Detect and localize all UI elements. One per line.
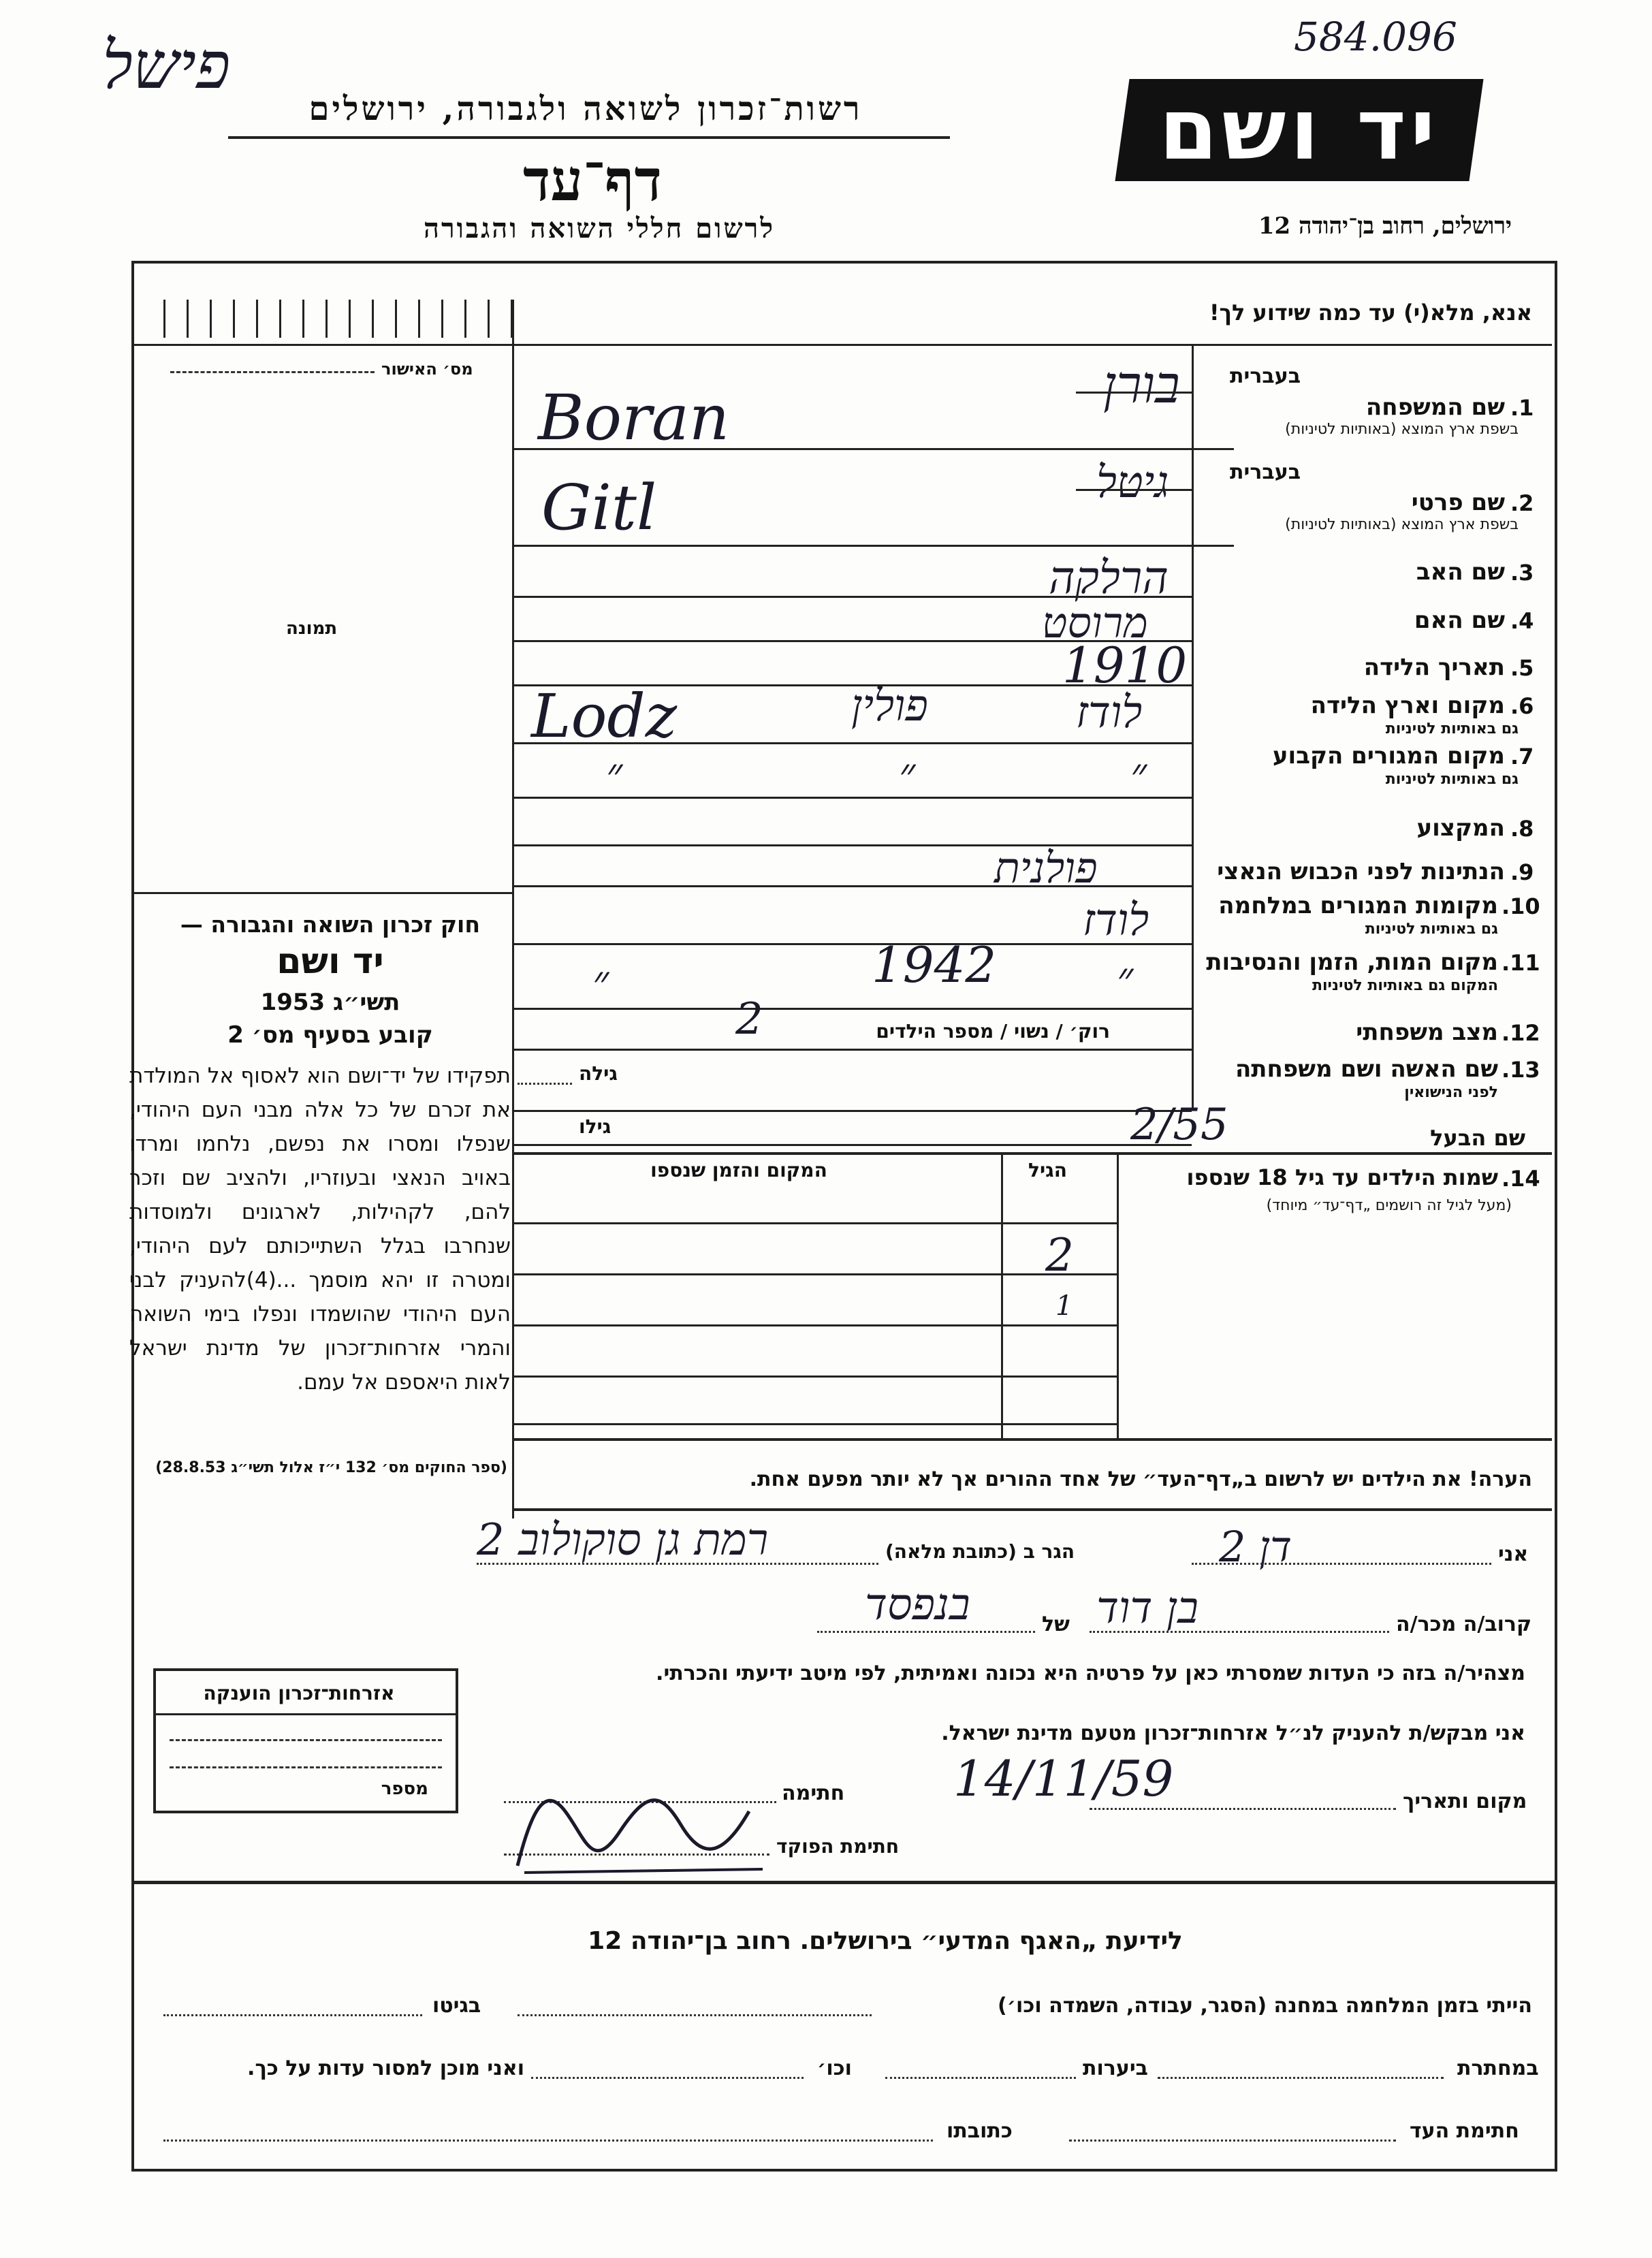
footer-line-2-a: במחתרת	[1457, 2056, 1539, 2080]
field-13-label: שם האשה ושם משפחתה	[1235, 1055, 1498, 1083]
field-2-sub: בשפת ארץ המוצא (באותיות לטיניות)	[1285, 516, 1519, 533]
field-1-sub: בשפת ארץ המוצא (באותיות לטיניות)	[1285, 421, 1519, 438]
field-6-value-latin: Lodz	[531, 681, 678, 751]
photo-label: תמונה	[286, 618, 338, 639]
field-3-label: שם האב	[1416, 558, 1505, 586]
field-12-value: 2	[735, 994, 763, 1045]
place-date-line	[1090, 1808, 1396, 1810]
field-6-line	[512, 742, 1192, 744]
field-7-ditto-1: ״	[1130, 749, 1147, 799]
footer-line-2-blank-2	[885, 2077, 1076, 2079]
footer-line-1-end: בגיטו	[432, 1994, 481, 2018]
field-1-hebrew-line	[1076, 392, 1192, 394]
field-12-line	[512, 1049, 1192, 1051]
archive-number: 584.096	[1294, 14, 1457, 60]
declaration-ani-value: דן 2	[1219, 1522, 1292, 1572]
approval-number-label: מס׳ האישור	[381, 360, 473, 379]
declaration-of-label: של	[1042, 1612, 1070, 1636]
footer-line-2-c: וכו׳	[817, 2056, 852, 2080]
handwritten-signature	[504, 1770, 776, 1879]
instruction: אנא, מלא(י) עד כמה שידוע לך!	[1209, 300, 1532, 325]
field-9-label: הנתינות לפני הכבוש הנאצי	[1217, 858, 1505, 885]
field-2-hebrew-line	[1076, 489, 1192, 491]
field-12-text: רוק׳ / נשוי / מספר הילדים	[876, 1020, 1110, 1043]
footer-line-1-blank-2	[163, 2014, 422, 2016]
field-7-line	[512, 797, 1192, 799]
declaration-relative-label: קרוב/ה מכר/ה	[1396, 1612, 1532, 1636]
field-1-value-latin: Boran	[538, 381, 730, 454]
declaration-resident-line	[477, 1563, 878, 1565]
stamp-box	[153, 1668, 458, 1813]
handwritten-name: פישל	[102, 27, 231, 104]
field-2-value-latin: Gitl	[541, 471, 657, 544]
field-7-sub: גם באותיות לטיניות	[1385, 771, 1519, 788]
field-14-label: שמות הילדים עד גיל 18 שנספו	[1186, 1164, 1498, 1190]
field-6-value-country: פולין	[851, 681, 928, 731]
institution-name: רשות־זכרון לשואה ולגבורה, ירושלים	[308, 90, 863, 128]
field-7-ditto-2: ״	[899, 749, 916, 799]
stamp-box-number-label: מספר	[381, 1779, 428, 1799]
field-6-label: מקום וארץ הלידה	[1310, 692, 1505, 719]
main-bottom-line	[131, 1881, 1555, 1884]
field-9-number: 9.	[1510, 859, 1534, 885]
declaration-of-value: בנפסד	[865, 1580, 970, 1630]
field-5-label: תאריך הלידה	[1363, 654, 1505, 681]
law-year: תשי״ג 1953	[260, 989, 400, 1016]
footer-line-1-blank	[518, 2014, 872, 2016]
declaration-relative-value: בן דוד	[1096, 1583, 1198, 1634]
law-name: יד ושם	[276, 941, 384, 982]
law-body: תפקידו של יד־ושם הוא לאסוף אל המולדת את זכרם של כל אלה מבני העם היהודי, שנפלו ומסרו את נפשם, נלחמו ומרדו באויב הנאצי ובעוזריו, ולהציב שם וזכר להם, לקהילות, לארגונים ולמוסדות שנחרבו בגלל השתייכותם לעם היהודי, ומטרה זו יהא מוסמך ...(4)להעניק לבני העם היהודי שהושמדו ונפלו בימי השואה והמרי אזרחות־זכרון של מדינת ישראל לאות היאספם אל עמם.	[129, 1064, 511, 1395]
field-10-label: מקומות המגורים במלחמה	[1218, 892, 1498, 919]
declaration-of-line	[817, 1631, 1035, 1633]
field-13-line	[512, 1110, 1192, 1112]
stamp-box-line-2	[170, 1766, 442, 1768]
photo-column-right	[512, 300, 514, 1518]
field-8-label: המקצוע	[1416, 814, 1505, 842]
field-5-number: 5.	[1510, 655, 1534, 681]
field-6-sub: גם באותיות לטיניות	[1385, 720, 1519, 737]
photo-tick-box	[163, 300, 512, 338]
field-7-label: מקום המגורים הקבוע	[1272, 742, 1505, 769]
field-3-value: הרלקה	[1049, 552, 1169, 604]
husband-value: 2/55	[1130, 1100, 1228, 1150]
field-4-value: מרוסט	[1042, 598, 1148, 648]
instruction-underline	[512, 344, 1552, 346]
footer-title: לידיעת „האגף המדעי״ בירושלים. רחוב בן־יהודה 12	[588, 1927, 1183, 1955]
field-13-number: 13.	[1502, 1057, 1540, 1083]
child-1-age: 2	[1045, 1229, 1074, 1282]
children-age-header: הגיל	[1028, 1159, 1067, 1181]
section-14-top	[512, 1152, 1552, 1155]
field-11-line	[512, 1008, 1192, 1010]
children-col-divider-1	[1117, 1152, 1119, 1438]
footer-line-3-b: כתובתו	[947, 2119, 1013, 2143]
husband-line	[512, 1144, 1192, 1146]
children-place-header: המקום והזמן שנספו	[650, 1159, 827, 1181]
field-9-line	[512, 885, 1192, 887]
husband-label: שם הבעל	[1430, 1125, 1525, 1151]
note-bottom-line	[512, 1508, 1552, 1511]
stamp-box-title: אזרחות־זכרון הוענקה	[203, 1682, 395, 1704]
field-11-number: 11.	[1502, 950, 1540, 976]
footer-line-1: הייתי בזמן המלחמה במחנה (הסגר, עבודה, השמדה וכו׳)	[998, 1994, 1532, 2018]
declaration-request: אני מבקש/ת להעניק לנ״ל אזרחות־זכרון מטעם מדינת ישראל.	[941, 1721, 1525, 1745]
field-5-value: 1910	[1062, 637, 1188, 694]
footer-line-3-blank-1	[1069, 2140, 1396, 2142]
field-2-line	[512, 545, 1234, 547]
field-11-ditto-2: ״	[592, 957, 609, 1007]
children-col-divider-2	[1001, 1152, 1003, 1438]
declaration-resident-value: רמת גן סוקולוב 2	[477, 1515, 769, 1565]
field-10-line	[512, 943, 1192, 945]
field-11-value: 1942	[872, 936, 997, 993]
field-3-number: 3.	[1510, 560, 1534, 586]
field-7-ditto-3: ״	[606, 749, 623, 799]
signature-label: חתימה	[782, 1781, 845, 1805]
logo-text: יד ושם	[1159, 81, 1440, 179]
children-row-1	[512, 1273, 1117, 1275]
declaration-ani-line	[1192, 1563, 1491, 1565]
field-8-number: 8.	[1510, 816, 1534, 842]
footer-line-3-a: חתימת העד	[1410, 2119, 1519, 2143]
stamp-box-title-line	[156, 1713, 456, 1715]
field-6-value-city: לודז	[1076, 688, 1143, 738]
inspector-signature-label: חתימת הפוקד	[776, 1835, 900, 1858]
address: ירושלים, רחוב בן־יהודה 12	[1258, 212, 1512, 240]
field-1-number: 1.	[1510, 395, 1534, 421]
field-4-label: שם האם	[1414, 607, 1505, 634]
field-2-number: 2.	[1510, 490, 1534, 516]
note-text: הערה! את הילדים יש לרשום ב„דף־העד״ של אחד ההורים אך לא יותר מפעם אחת.	[749, 1467, 1532, 1491]
footer-line-2-blank-1	[1158, 2077, 1444, 2079]
photo-column-bottom	[133, 892, 514, 894]
field-14-sub: (מעל לגיל זה רושמים „דף־עד״ מיוחד)	[1266, 1197, 1512, 1214]
note-top-line	[512, 1438, 1552, 1441]
field-13-age-label: גילה	[579, 1062, 618, 1085]
children-row-3	[512, 1376, 1117, 1378]
field-1-line	[512, 448, 1234, 450]
declaration-statement: מצהיר/ה בזה כי העדות שמסרתי כאן על פרטיה היא נכונה ואמיתית, לפי מיטב ידיעתי והכרתי.	[656, 1661, 1525, 1685]
field-9-value: פולנית	[994, 843, 1098, 893]
stamp-box-line-1	[170, 1739, 442, 1741]
children-row-2	[512, 1324, 1117, 1326]
field-2-value-hebrew: גיטל	[1096, 458, 1169, 508]
form-subtitle: לרשום חללי השואה והגבורה	[423, 212, 776, 244]
field-10-number: 10.	[1502, 893, 1540, 919]
field-10-value: לודז	[1083, 895, 1149, 946]
field-1-label: שם המשפחה	[1365, 394, 1505, 421]
place-date-label: מקום ותאריך	[1403, 1790, 1527, 1813]
law-source: (ספר החוקים מס׳ 132 י״ז אלול תשי״ג 28.8.53)	[155, 1459, 507, 1476]
field-2-hebrew-tag: בעברית	[1230, 460, 1301, 484]
field-7-number: 7.	[1510, 744, 1534, 769]
declaration-relative-line	[1090, 1631, 1389, 1633]
yad-vashem-logo	[1115, 79, 1483, 181]
footer-line-2-b: ביערות	[1083, 2056, 1148, 2080]
field-12-label: מצב משפחתי	[1356, 1019, 1498, 1046]
law-title: חוק זכרון השואה והגבורה —	[180, 911, 481, 938]
field-6-number: 6.	[1510, 693, 1534, 719]
field-1-hebrew-tag: בעברית	[1230, 364, 1301, 388]
children-header-line	[512, 1222, 1117, 1224]
place-date-value: 14/11/59	[953, 1750, 1174, 1807]
field-2-label: שם פרטי	[1411, 489, 1505, 516]
photo-column-top	[133, 344, 514, 346]
declaration-resident-label: הגר ב (כתובת מלאה)	[885, 1540, 1075, 1563]
law-clause: קובע בסעיף מס׳ 2	[227, 1021, 433, 1049]
husband-age-label: גילו	[579, 1115, 611, 1138]
child-2-age: 1	[1055, 1290, 1073, 1322]
children-row-4	[512, 1423, 1117, 1425]
field-4-number: 4.	[1510, 608, 1534, 634]
field-10-sub: גם באותיות לטיניות	[1365, 921, 1498, 938]
footer-line-3-blank-2	[163, 2140, 933, 2142]
form-title: דף־עד	[522, 146, 662, 214]
footer-line-2-blank-3	[531, 2077, 804, 2079]
approval-number-line	[170, 371, 375, 373]
label-column-divider	[1192, 344, 1194, 1110]
footer-line-2-end: ואני מוכן למסור עדות על כך.	[247, 2056, 524, 2080]
field-13-sub: לפני הנישואין	[1404, 1084, 1498, 1101]
field-14-number: 14.	[1502, 1166, 1540, 1192]
field-13-age-line	[518, 1083, 572, 1085]
header-underline	[228, 136, 950, 139]
field-11-sub: המקום גם באותיות לטיניות	[1312, 977, 1498, 994]
declaration-ani: אני	[1498, 1542, 1529, 1566]
field-1-value-hebrew: בורן	[1103, 354, 1180, 415]
field-11-label: מקום המות, הזמן והנסיבות	[1206, 949, 1498, 976]
field-12-number: 12.	[1502, 1020, 1540, 1046]
field-11-ditto-1: ״	[1117, 953, 1134, 1004]
